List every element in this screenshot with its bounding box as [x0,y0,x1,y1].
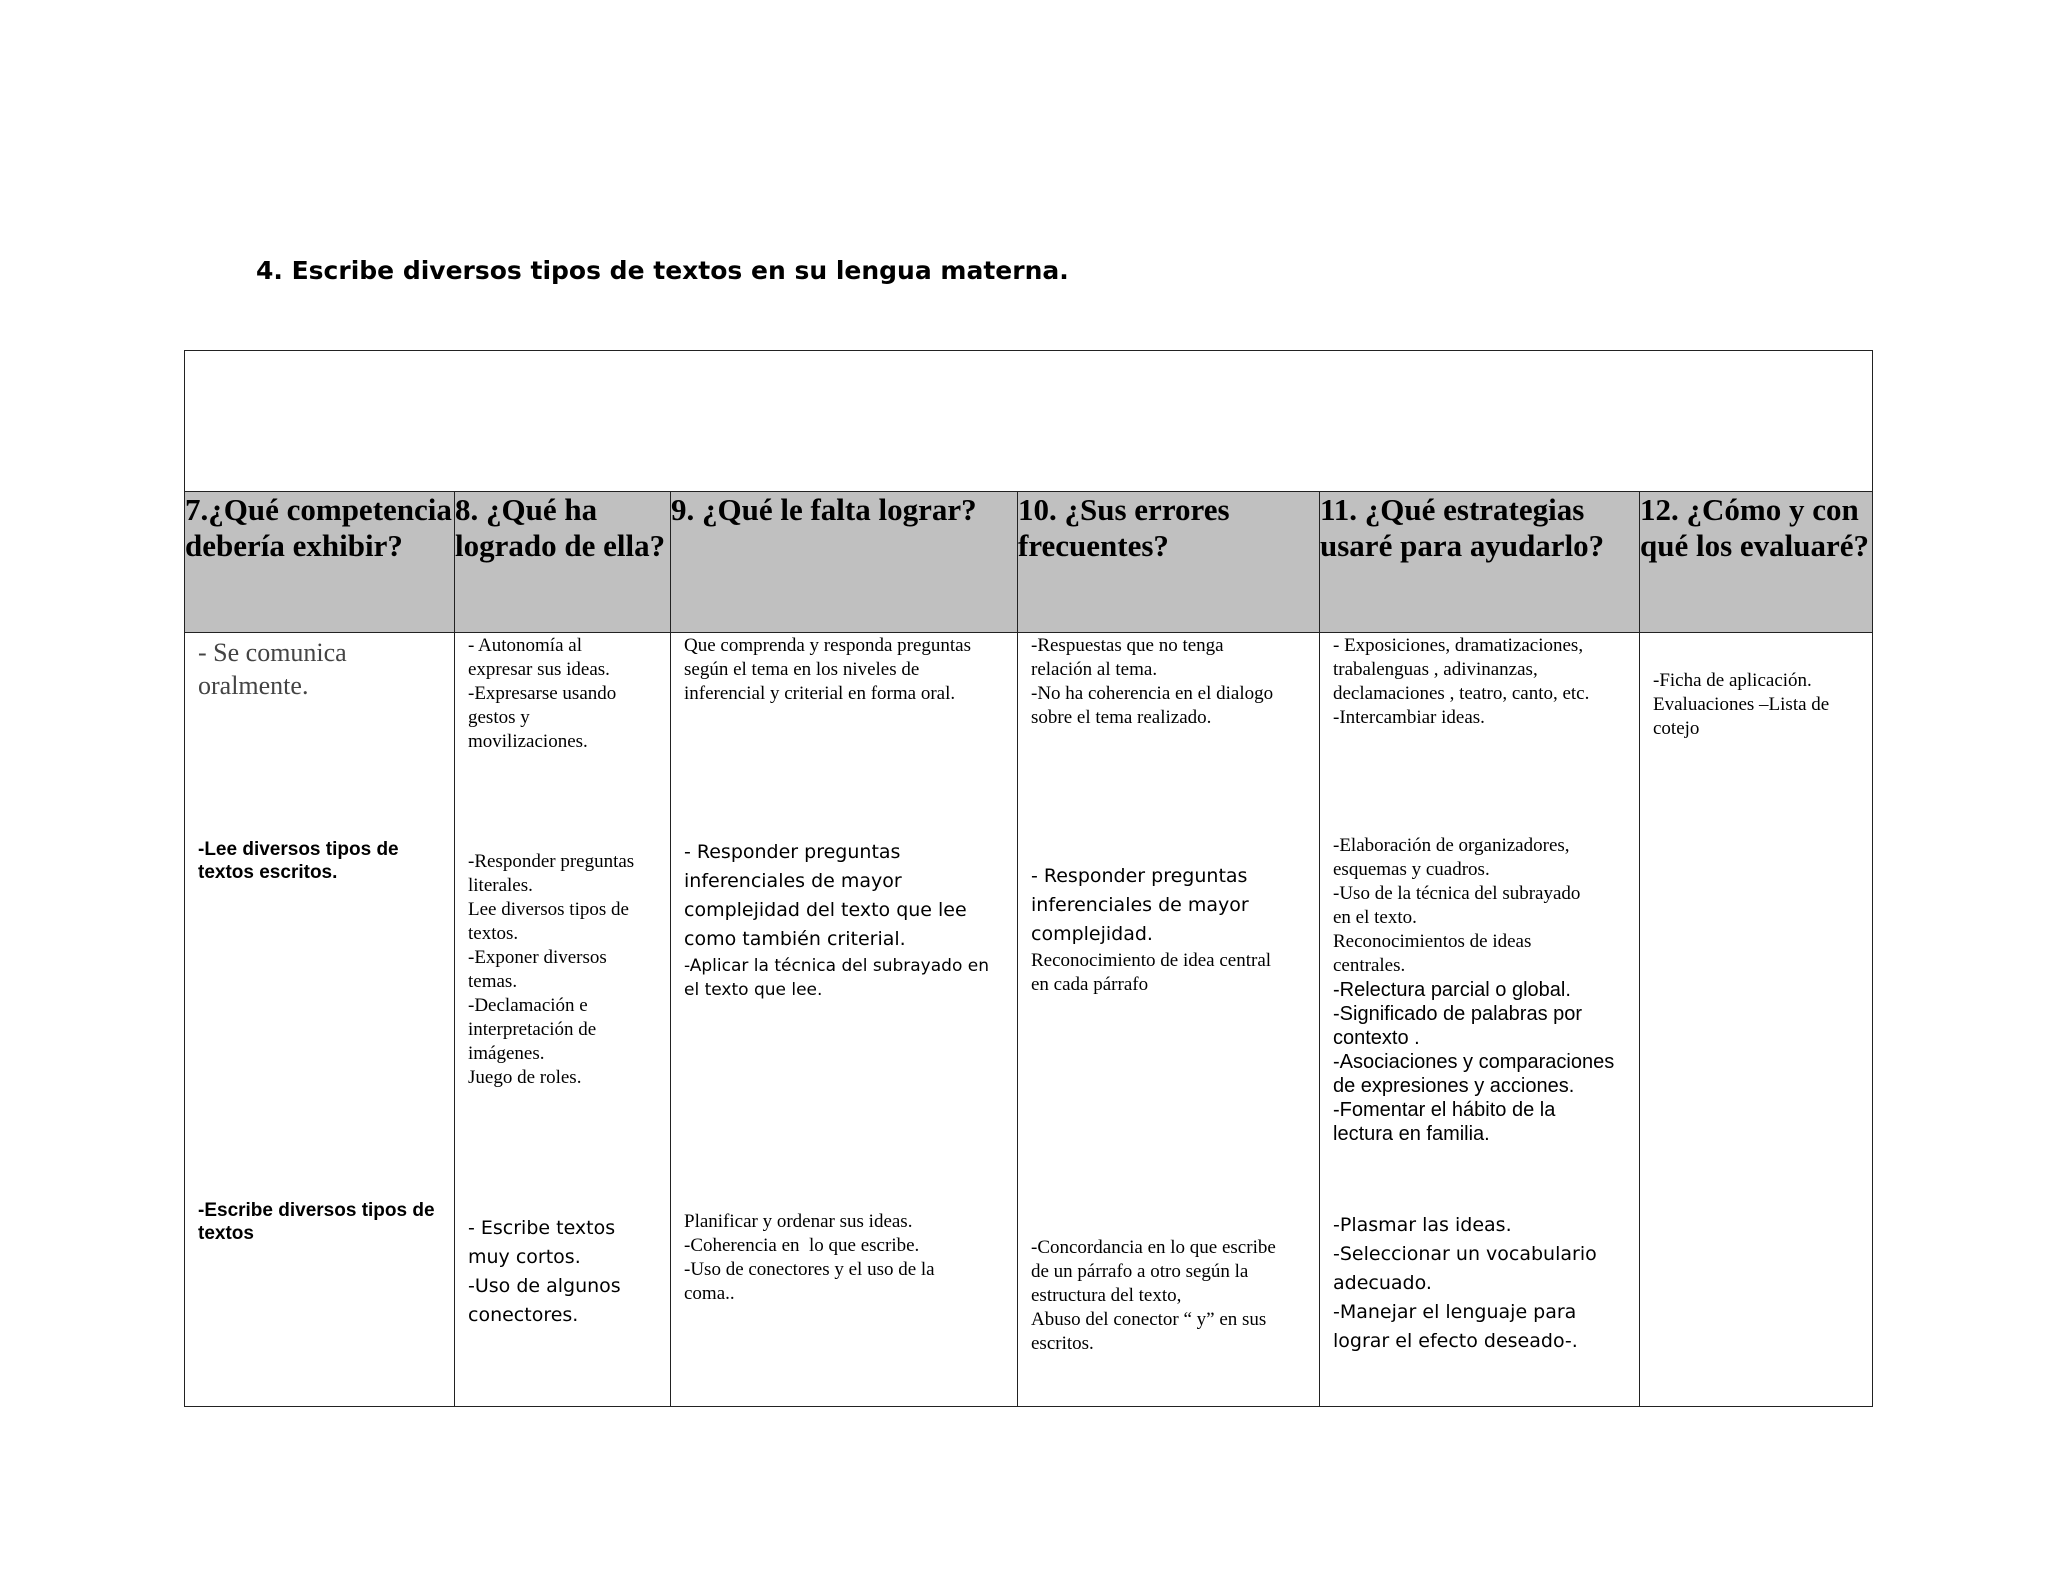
col-falta-lograr [671,633,1018,1407]
content-row [185,633,1873,1407]
col-logrado [455,633,671,1407]
blank-row [185,351,1873,492]
evaluacion-lectura [1640,869,1872,1229]
header-estrategias: 11. ¿Qué estrategias usaré para ayudarlo? [1320,492,1640,633]
logrado-oral: - Autonomía al expresar sus ideas. -Expresarse usando gestos y movilizaciones. [468,635,617,752]
evaluacion-oral: -Ficha de aplicación. Evaluaciones –Lista de cotejo [1653,670,1830,739]
falta-lectura: - Responder preguntas inferenciales de mayor complejidad del texto que lee como también criterial. -Aplicar la técnica del subrayado en el texto que lee. [684,841,989,1000]
estrategias-oral: - Exposiciones, dramatizaciones, trabalenguas , adivinanzas, declamaciones , teatro, canto, etc. -Intercambiar ideas. [1333,635,1590,728]
header-errores: 10. ¿Sus errores frecuentes? [1018,492,1320,633]
falta-escritura: Planificar y ordenar sus ideas. -Coherencia en lo que escribe. -Uso de conectores y el uso de la coma.. [684,1211,935,1304]
header-evaluacion: 12. ¿Cómo y con qué los evaluaré? [1640,492,1873,633]
logrado-escritura: - Escribe textos muy cortos. -Uso de algunos conectores. [468,1217,621,1326]
errores-lectura: - Responder preguntas inferenciales de mayor complejidad. Reconocimiento de idea central en cada párrafo [1031,865,1272,995]
col-evaluacion [1640,633,1873,1407]
errores-oral: -Respuestas que no tenga relación al tema. -No ha coherencia en el dialogo sobre el tema realizado. [1031,635,1274,728]
blank-cell [185,351,1873,492]
estrategias-lectura: -Elaboración de organizadores, esquemas y cuadros. -Uso de la técnica del subrayado en el texto. Reconocimientos de ideas centrales. -Relectura parcial o global. -Significado de palabras por contexto . -Asociaciones y comparaciones de expresiones y acciones. -Fomentar el hábito de la lectura en familia. [1333,835,1615,1145]
header-row [185,492,1873,633]
col-errores [1018,633,1320,1407]
header-competencia: 7.¿Qué competencia debería exhibir? [185,492,455,633]
header-falta-lograr: 9. ¿Qué le falta lograr? [671,492,1018,633]
col-competencia [185,633,455,1407]
page-title: 4. Escribe diversos tipos de textos en su lengua materna. [256,256,1069,285]
col-estrategias [1320,633,1640,1407]
competencia-oral: - Se comunica oralmente. [198,638,347,700]
evaluacion-escritura [1640,1229,1872,1399]
logrado-lectura: -Responder preguntas literales. Lee diversos tipos de textos. -Exponer diversos temas. -Declamación e interpretación de imágenes. Juego de roles. [468,851,635,1088]
competencia-lectura: -Lee diversos tipos de textos escritos. [198,839,399,883]
falta-oral: Que comprenda y responda preguntas según el tema en los niveles de inferencial y criterial en forma oral. [684,635,972,704]
estrategias-escritura: -Plasmar las ideas. -Seleccionar un vocabulario adecuado. -Manejar el lenguaje para lograr el efecto deseado-. [1333,1214,1597,1352]
header-logrado: 8. ¿Qué ha logrado de ella? [455,492,671,633]
errores-escritura: -Concordancia en lo que escribe de un párrafo a otro según la estructura del texto, Abuso del conector “ y” en sus escritos. [1031,1237,1276,1354]
competencia-escritura: -Escribe diversos tipos de textos [198,1200,435,1244]
competency-table [184,350,1873,1407]
